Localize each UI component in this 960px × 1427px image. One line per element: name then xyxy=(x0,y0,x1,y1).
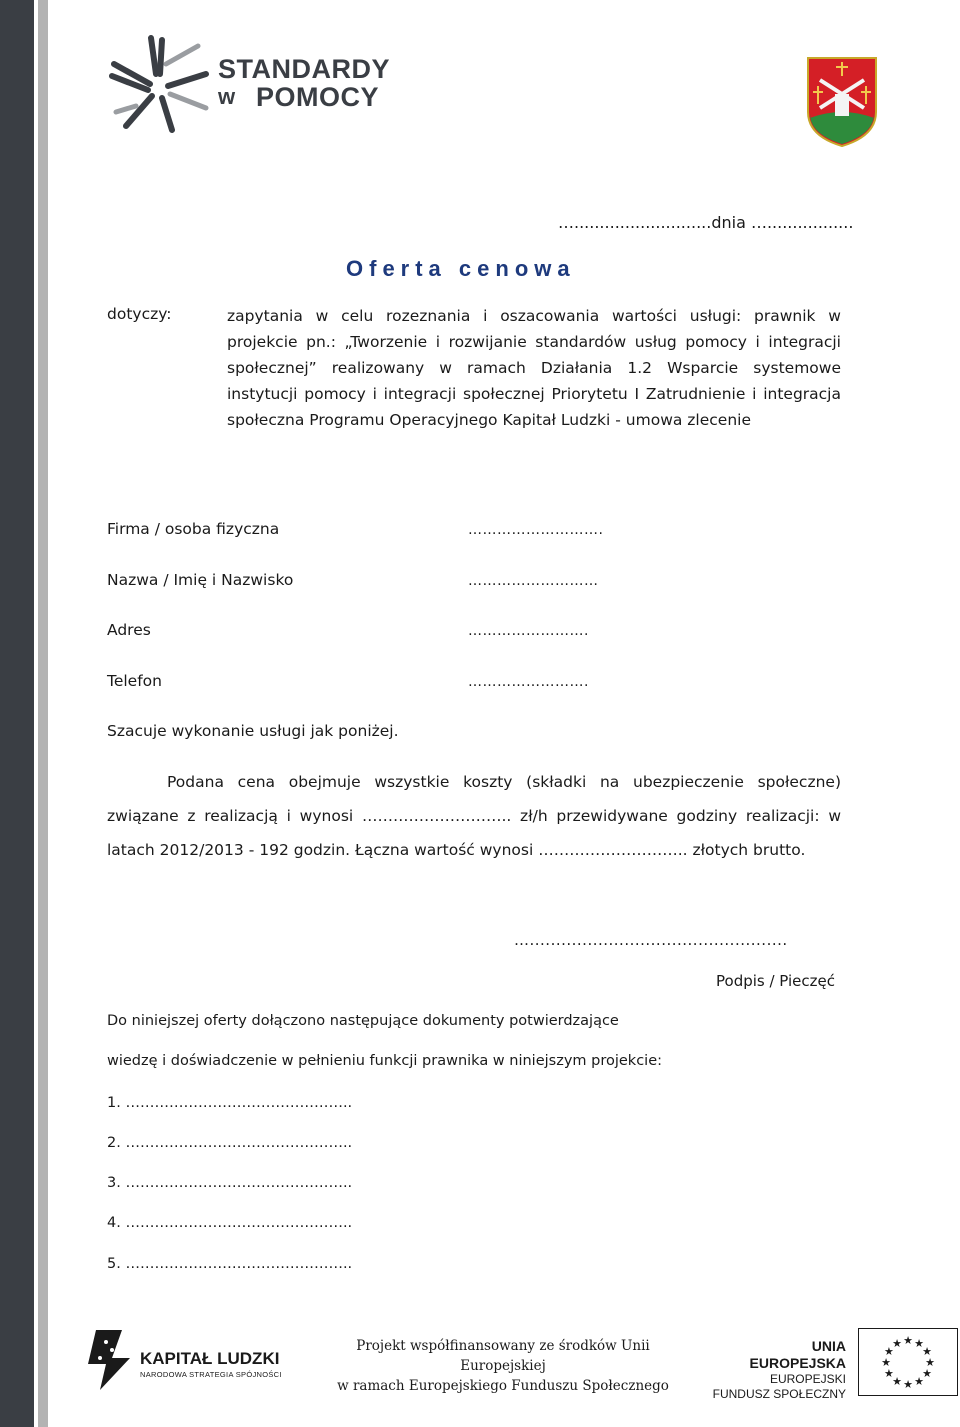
ue-line3: FUNDUSZ SPOŁECZNY xyxy=(712,1387,846,1401)
footer-line2: w ramach Europejskiego Funduszu Społecznego xyxy=(337,1378,669,1394)
coat-of-arms-icon xyxy=(806,56,878,148)
attachments-line1: Do niniejszej oferty dołączono następujące dokumenty potwierdzające xyxy=(107,1013,619,1029)
logo-title-standardy: STANDARDY xyxy=(218,54,390,84)
field-value-adres[interactable]: ……………………. xyxy=(468,623,589,639)
attachment-item-4[interactable]: 4. ……………………………………….. xyxy=(107,1215,353,1231)
kapital-ludzki-subtitle: NARODOWA STRATEGIA SPÓJNOŚCI xyxy=(140,1370,282,1379)
eu-star-icon: ★ xyxy=(884,1367,894,1380)
eu-star-icon: ★ xyxy=(914,1375,924,1389)
price-paragraph: Podana cena obejmuje wszystkie koszty (składki na ubezpieczenie społeczne) związane z realizacją i wynosi ……………………….. zł/h przewidywane godziny realizacji: w latach 2012/2013 - 192 godzin. Łączna wartość wynosi ……………………….. złotych brutto. xyxy=(107,773,841,859)
sidebar-dark-bar xyxy=(0,0,34,1427)
eu-star-icon: ★ xyxy=(903,1334,913,1347)
ue-line2: EUROPEJSKI xyxy=(769,1372,846,1386)
ue-text-block xyxy=(712,1338,846,1402)
eu-star-icon: ★ xyxy=(881,1356,891,1369)
signature-label: Podpis / Pieczęć xyxy=(716,972,836,990)
kapital-ludzki-logo-icon xyxy=(82,1328,134,1392)
eu-star-icon: ★ xyxy=(884,1345,894,1358)
date-line: …...........................dnia …................. xyxy=(558,213,854,232)
eu-flag-icon xyxy=(858,1328,958,1396)
attachment-item-5[interactable]: 5. ……………………………………….. xyxy=(107,1256,353,1272)
logo-title-pomocy: POMOCY xyxy=(256,82,380,112)
eu-star-icon: ★ xyxy=(922,1345,932,1358)
attachment-item-1[interactable]: 1. ……………………………………….. xyxy=(107,1095,353,1111)
eu-star-icon: ★ xyxy=(922,1367,932,1380)
sidebar-light-bar xyxy=(38,0,48,1427)
field-label-adres: Adres xyxy=(107,621,151,639)
logo-title-w: w xyxy=(218,84,236,109)
footer-line1: Projekt współfinansowany ze środków Unii Europejskiej xyxy=(356,1338,650,1374)
signature-line[interactable]: …................................................. xyxy=(514,931,788,949)
field-value-nazwa[interactable]: ……………………… xyxy=(468,573,599,589)
field-value-firma[interactable]: ………………………. xyxy=(468,522,604,538)
field-value-telefon[interactable]: ……………………. xyxy=(468,674,589,690)
eu-star-icon: ★ xyxy=(914,1336,924,1350)
field-label-telefon: Telefon xyxy=(107,672,162,690)
ue-line1: UNIA EUROPEJSKA xyxy=(749,1338,846,1371)
kapital-ludzki-title: KAPITAŁ LUDZKI xyxy=(140,1349,280,1368)
field-label-nazwa: Nazwa / Imię i Nazwisko xyxy=(107,571,294,589)
attachments-line2: wiedzę i doświadczenie w pełnieniu funkcji prawnika w niniejszym projekcie: xyxy=(107,1053,663,1069)
estimate-text: Szacuje wykonanie usługi jak poniżej. xyxy=(107,722,399,740)
eu-star-icon: ★ xyxy=(903,1378,913,1391)
dotyczy-text: zapytania w celu rozeznania i oszacowania wartości usługi: prawnik w projekcie pn.: „Tworzenie i rozwijanie standardów usług pomocy i integracji społecznej” realizowany w ramach Działania 1.2 Wsparcie systemowe instytucji pomocy i integracji społecznej Priorytetu I Zatrudnienie i integracja społeczna Programu Operacyjnego Kapitał Ludzki - umowa zlecenie xyxy=(227,307,841,429)
eu-star-icon: ★ xyxy=(892,1375,902,1389)
footer-project-info xyxy=(318,1336,688,1396)
field-label-firma: Firma / osoba fizyczna xyxy=(107,520,280,538)
dotyczy-label: dotyczy: xyxy=(107,305,172,323)
eu-star-icon: ★ xyxy=(925,1356,935,1369)
eu-star-icon: ★ xyxy=(892,1336,902,1350)
page-title: Oferta cenowa xyxy=(346,256,576,281)
standardy-star-logo-icon xyxy=(106,34,216,134)
attachment-item-3[interactable]: 3. ……………………………………….. xyxy=(107,1175,353,1191)
attachment-item-2[interactable]: 2. ……………………………………….. xyxy=(107,1135,353,1151)
